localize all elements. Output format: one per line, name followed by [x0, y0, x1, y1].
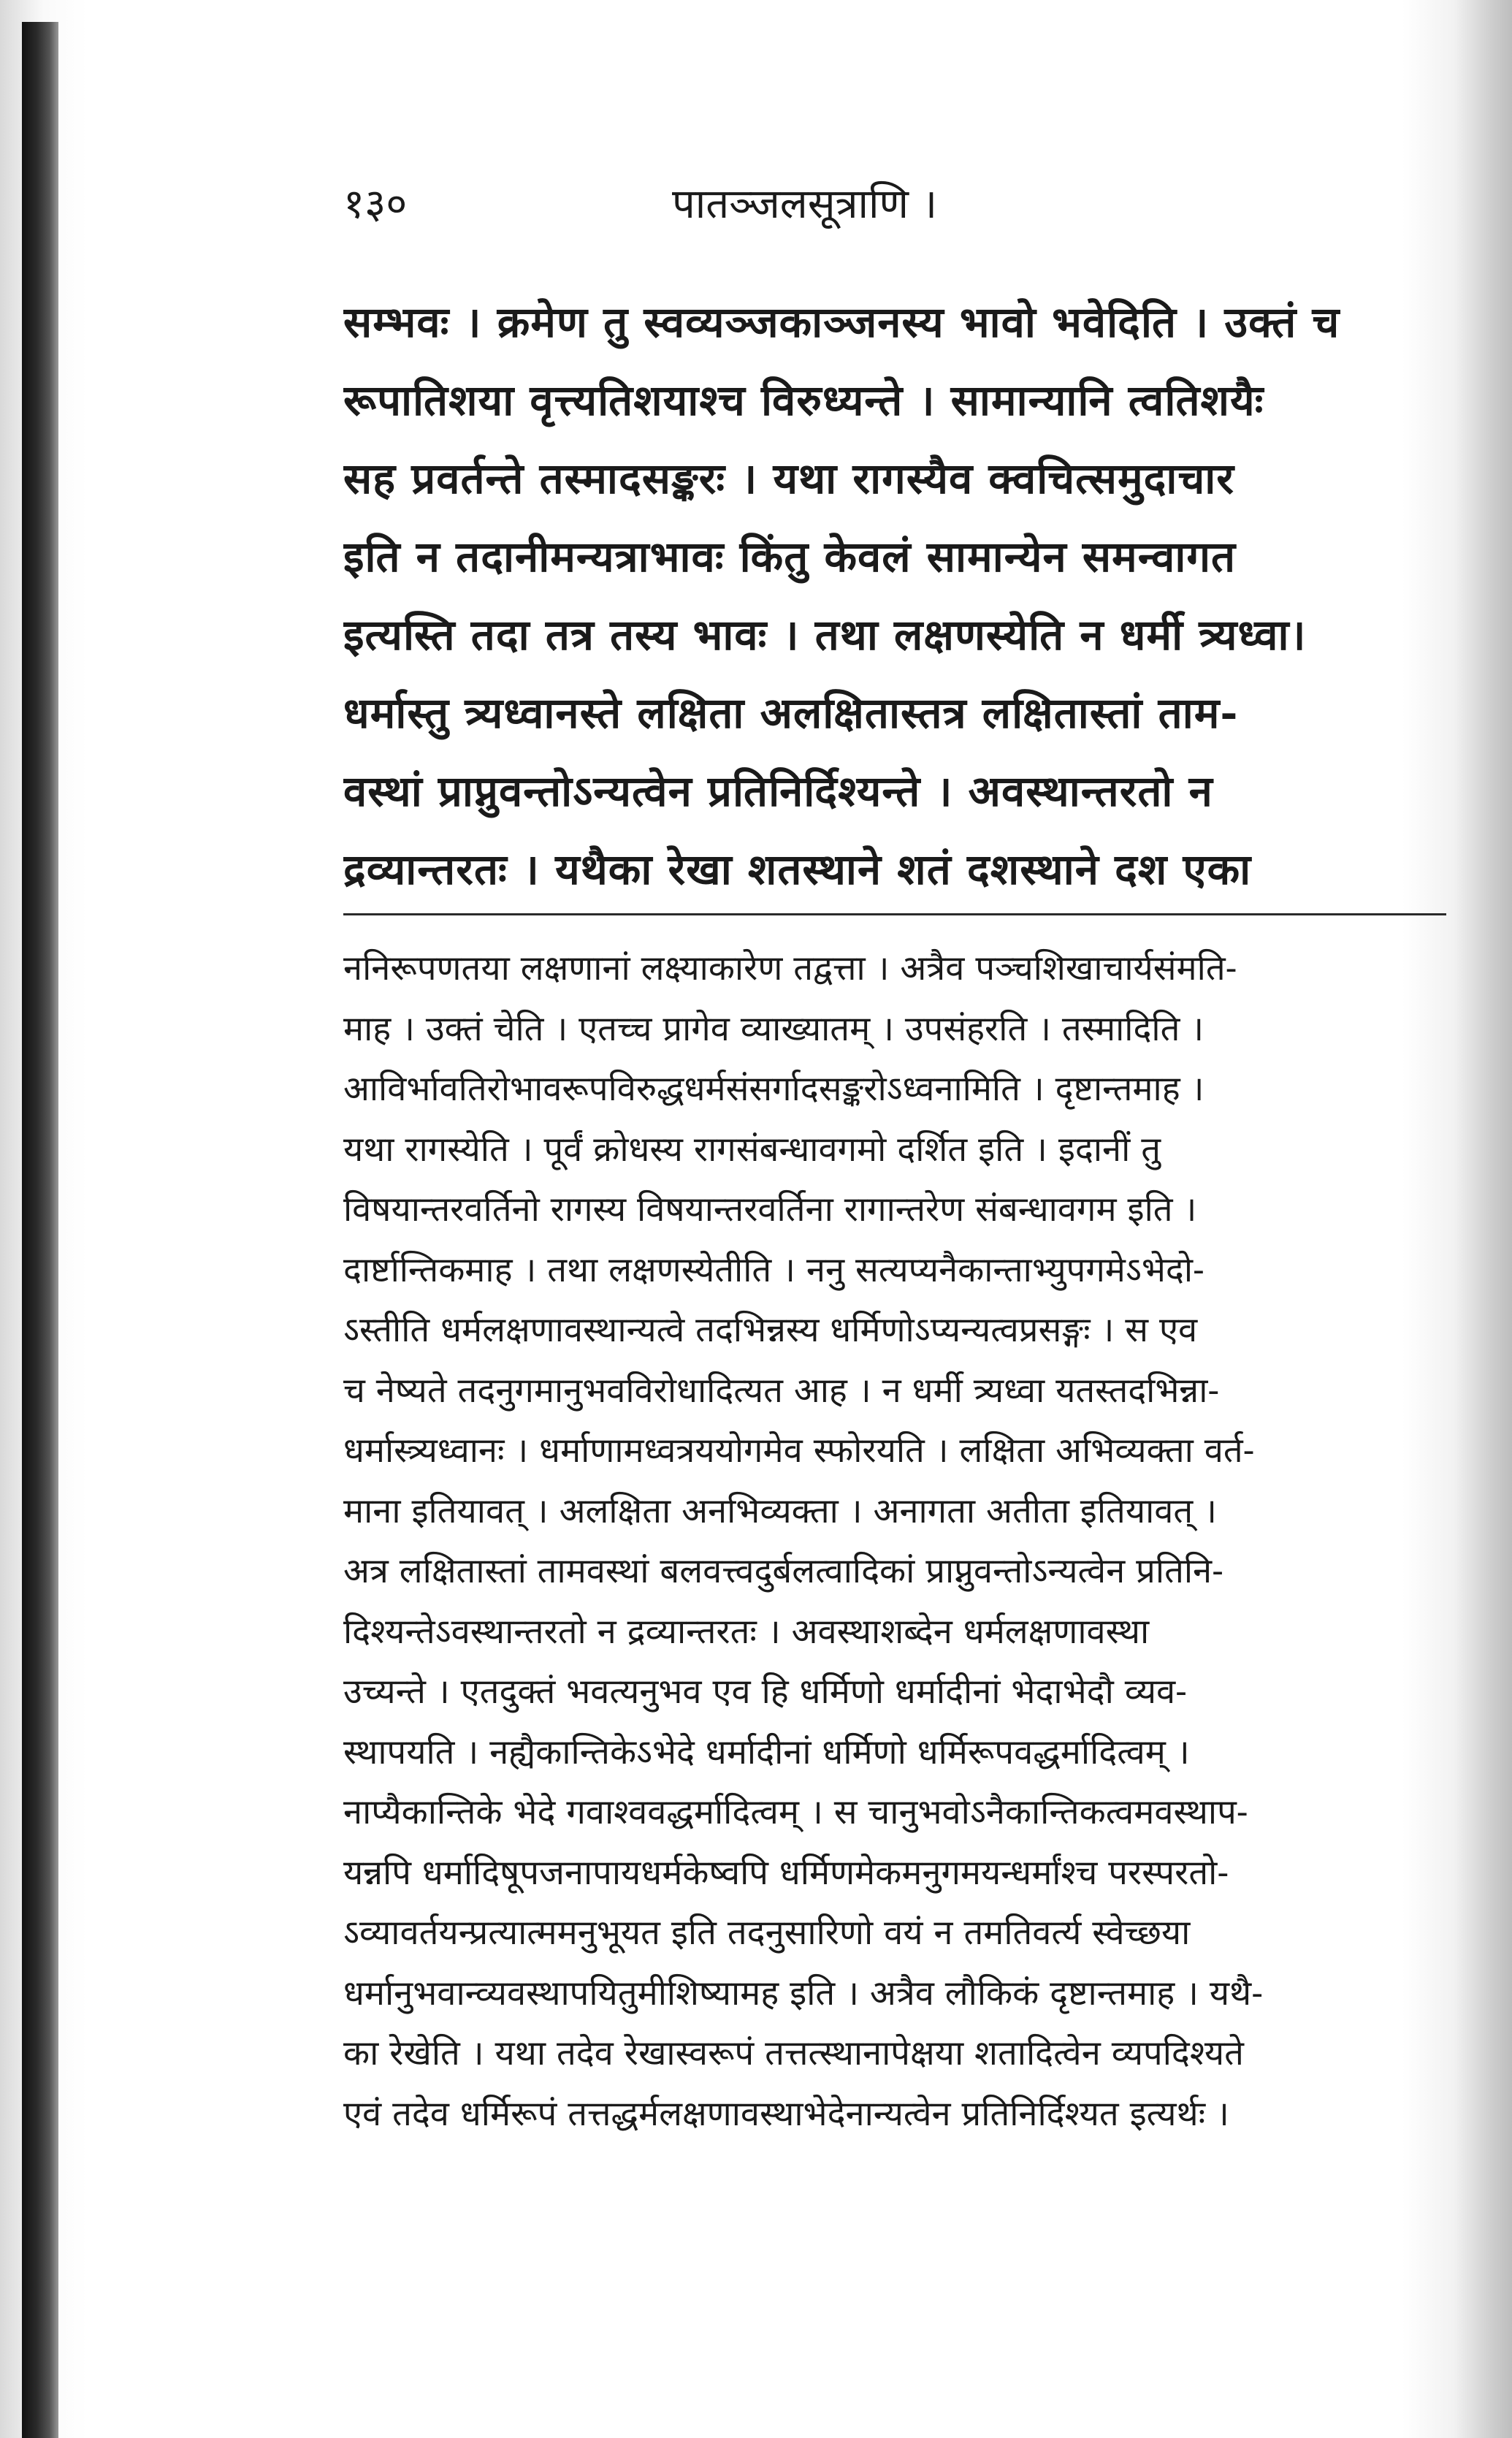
text-line: वस्थां प्राप्नुवन्तोऽन्यत्वेन प्रतिनिर्दिश्यन्ते । अवस्थान्तरतो न: [343, 766, 1213, 816]
text-line: रूपातिशया वृत्त्यतिशयाश्च विरुध्यन्ते । सामान्यानि त्वतिशयैः: [343, 376, 1264, 425]
commentary-line: नाप्यैकान्तिके भेदे गवाश्ववद्धर्मादित्वम् । स चानुभवोऽनैकान्तिकत्वमवस्थाप-: [343, 1792, 1248, 1832]
commentary-line: यथा रागस्येति । पूर्वं क्रोधस्य रागसंबन्धावगमो दर्शित इति । इदानीं तु: [343, 1129, 1161, 1170]
commentary-line: धर्मास्त्र्यध्वानः । धर्माणामध्वत्रययोगमेव स्फोरयति । लक्षिता अभिव्यक्ता वर्त-: [343, 1431, 1255, 1471]
commentary-line: आविर्भावतिरोभावरूपविरुद्धधर्मसंसर्गादसङ्करोऽध्वनामिति । दृष्टान्तमाह ।: [343, 1069, 1204, 1109]
commentary-line: दिश्यन्तेऽवस्थान्तरतो न द्रव्यान्तरतः । अवस्थाशब्देन धर्मलक्षणावस्था: [343, 1611, 1150, 1652]
book-binding-shadow: [22, 22, 58, 2438]
text-line: सम्भवः । क्रमेण तु स्वव्यञ्जकाञ्जनस्य भावो भवेदिति । उक्तं च: [343, 297, 1340, 347]
commentary-line: माह । उक्तं चेति । एतच्च प्रागेव व्याख्यातम् । उपसंहरति । तस्मादिति ।: [343, 1008, 1204, 1049]
page-header: [343, 175, 1454, 234]
text-line: इति न तदानीमन्यत्राभावः किंतु केवलं सामान्येन समन्वागत: [343, 532, 1237, 582]
sutra-bhashya-text: [343, 283, 1439, 909]
commentary-line: च नेष्यते तदनुगमानुभवविरोधादित्यत आह । न धर्मी त्र्यध्वा यतस्तदभिन्ना-: [343, 1370, 1220, 1411]
commentary-line: ऽस्तीति धर्मलक्षणावस्थान्यत्वे तदभिन्नस्य धर्मिणोऽप्यन्यत्वप्रसङ्गः । स एव: [343, 1310, 1198, 1350]
commentary-line: धर्मानुभवान्व्यवस्थापयितुमीशिष्यामह इति । अत्रैव लौकिकं दृष्टान्तमाह । यथै-: [343, 1973, 1264, 2014]
commentary-line: स्थापयति । नह्यैकान्तिकेऽभेदे धर्मादीनां धर्मिणो धर्मिरूपवद्धर्मादित्वम् ।: [343, 1732, 1190, 1772]
text-line: सह प्रवर्तन्ते तस्मादसङ्करः । यथा रागस्यैव क्वचित्समुदाचार: [343, 454, 1235, 503]
commentary-line: का रेखेति । यथा तदेव रेखास्वरूपं तत्तत्स्थानापेक्षया शतादित्वेन व्यपदिश्यते: [343, 2033, 1244, 2073]
text-line: द्रव्यान्तरतः । यथैका रेखा शतस्थाने शतं दशस्थाने दश एका: [343, 845, 1252, 894]
commentary-line: एवं तदेव धर्मिरूपं तत्तद्धर्मलक्षणावस्थाभेदेनान्यत्वेन प्रतिनिर्दिश्यत इत्यर्थः ।: [343, 2093, 1229, 2134]
commentary-line: अत्र लक्षितास्तां तामवस्थां बलवत्त्वदुर्बलत्वादिकां प्राप्नुवन्तोऽन्यत्वेन प्रतिनि-: [343, 1551, 1223, 1591]
page-number: १३०: [343, 180, 408, 228]
commentary-line: दार्ष्टान्तिकमाह । तथा लक्षणस्येतीति । ननु सत्यप्यनैकान्ताभ्युपगमेऽभेदो-: [343, 1249, 1204, 1290]
commentary-line: माना इतियावत् । अलक्षिता अनभिव्यक्ता । अनागता अतीता इतियावत् ।: [343, 1490, 1217, 1531]
commentary-line: ननिरूपणतया लक्षणानां लक्ष्याकारेण तद्वत्ता । अत्रैव पञ्चशिखाचार्यसंमति-: [343, 948, 1237, 988]
commentary-text: [343, 939, 1446, 2144]
running-title: पातञ्जलसूत्राणि ।: [672, 180, 938, 228]
commentary-line: ऽव्यावर्तयन्प्रत्यात्ममनुभूयत इति तदनुसारिणो वयं न तमतिवर्त्य स्वेच्छया: [343, 1913, 1191, 1953]
text-line: इत्यस्ति तदा तत्र तस्य भावः । तथा लक्षणस्येति न धर्मी त्र्यध्वा।: [343, 610, 1307, 660]
text-line: धर्मास्तु त्र्यध्वानस्ते लक्षिता अलक्षितास्तत्र लक्षितास्तां ताम-: [343, 688, 1239, 738]
section-divider: [343, 913, 1446, 915]
commentary-line: यन्नपि धर्मादिषूपजनापायधर्मकेष्वपि धर्मिणमेकमनुगमयन्धर्मांश्च परस्परतो-: [343, 1852, 1229, 1893]
commentary-line: विषयान्तरवर्तिनो रागस्य विषयान्तरवर्तिना रागान्तरेण संबन्धावगम इति ।: [343, 1189, 1197, 1230]
commentary-line: उच्यन्ते । एतदुक्तं भवत्यनुभव एव हि धर्मिणो धर्मादीनां भेदाभेदौ व्यव-: [343, 1672, 1188, 1712]
